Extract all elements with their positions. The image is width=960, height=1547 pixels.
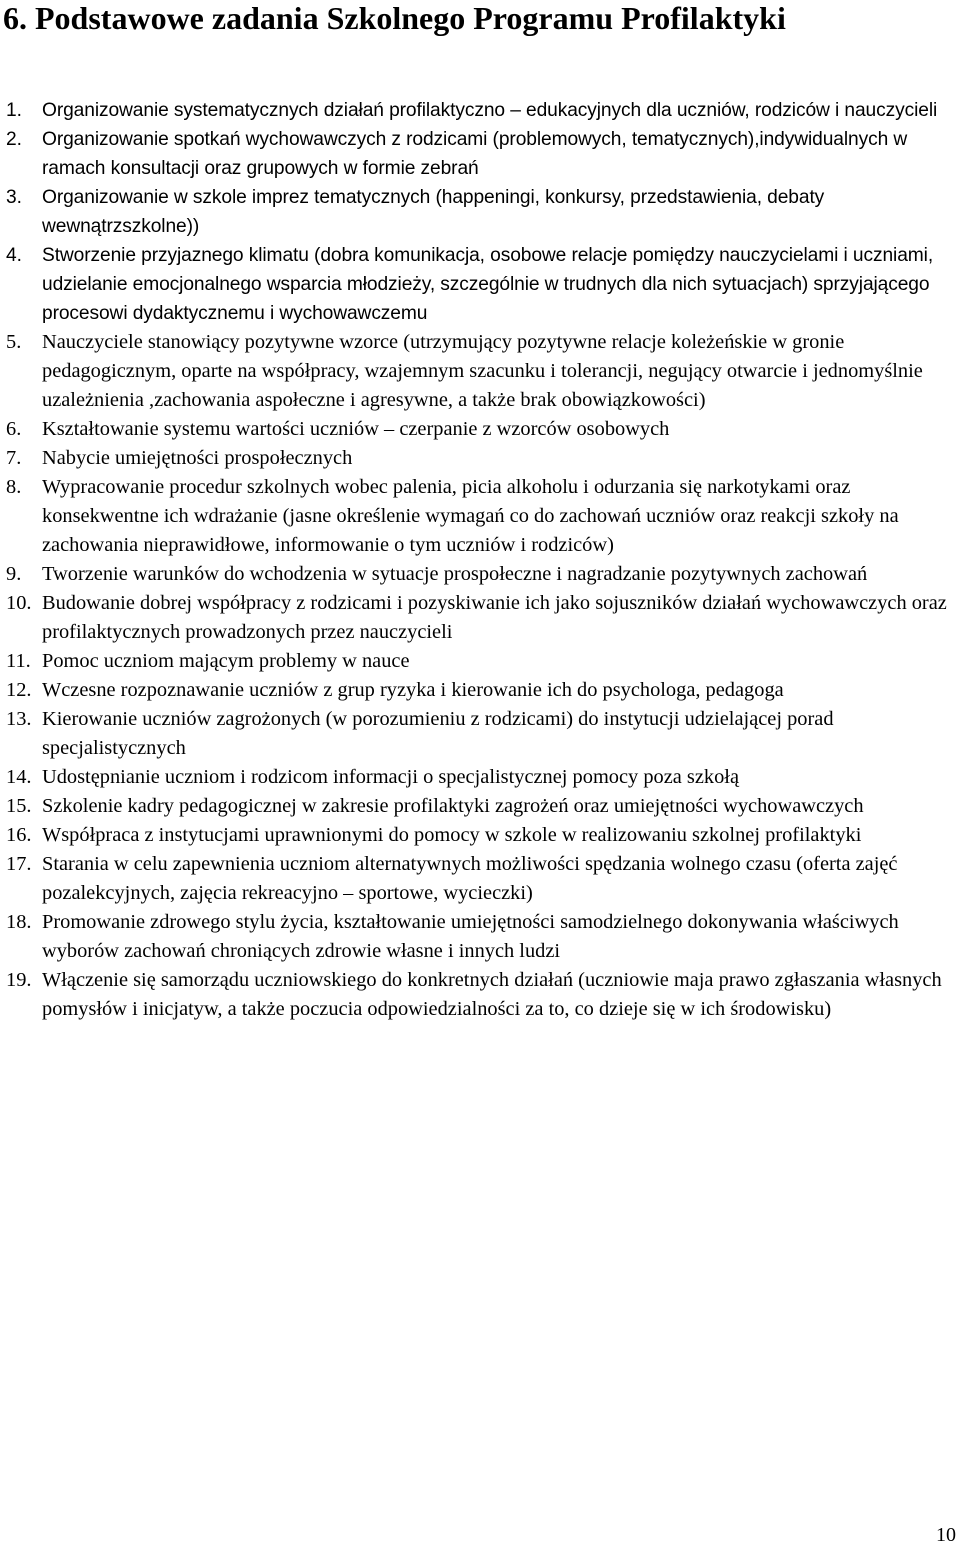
item-number: 8. [6, 476, 22, 498]
item-text: Nauczyciele stanowiący pozytywne wzorce (utrzymujący pozytywne relacje koleżeńskie w gronie pedagogicznym, oparte na współpracy, wzajemnym szacunku i tolerancji, negujący otwarcie i jednomyślnie uzależnienia ,zachowania aspołeczne i agresywne, a także brak obowiązkowości) [42, 331, 923, 411]
list-item [0, 589, 958, 647]
list-item [0, 763, 958, 792]
item-number: 1. [6, 100, 22, 121]
list-item [0, 908, 958, 966]
item-text: Współpraca z instytucjami uprawnionymi do pomocy w szkole w realizowaniu szkolnej profilaktyki [42, 824, 862, 846]
section-heading: 6. Podstawowe zadania Szkolnego Programu Profilaktyki [3, 0, 786, 36]
item-text: Starania w celu zapewnienia uczniom alternatywnych możliwości spędzania wolnego czasu (oferta zajęć pozalekcyjnych, zajęcia rekreacyjno – sportowe, wycieczki) [42, 853, 898, 904]
item-text: Wypracowanie procedur szkolnych wobec palenia, picia alkoholu i odurzania się narkotykami oraz konsekwentne ich wdrażanie (jasne określenie wymagań co do zachowań uczniów oraz reakcji szkoły na zachowania nieprawidłowe, informowanie o tym uczniów i rodziców) [42, 476, 899, 556]
list-item [0, 444, 958, 473]
list-item [0, 676, 958, 705]
item-number: 17. [6, 853, 32, 875]
item-number: 19. [6, 969, 32, 991]
item-number: 2. [6, 129, 22, 150]
item-text: Organizowanie w szkole imprez tematycznych (happeningi, konkursy, przedstawienia, debaty wewnątrzszkolne)) [42, 187, 825, 237]
task-list [0, 96, 958, 1024]
page-number: 10 [936, 1524, 956, 1546]
item-text: Budowanie dobrej współpracy z rodzicami i pozyskiwanie ich jako sojuszników działań wychowawczych oraz profilaktycznych prowadzonych przez nauczycieli [42, 592, 947, 643]
item-number: 10. [6, 592, 32, 614]
item-number: 15. [6, 795, 32, 817]
item-text: Pomoc uczniom mającym problemy w nauce [42, 650, 410, 672]
list-item [0, 966, 958, 1024]
item-number: 16. [6, 824, 32, 846]
item-number: 11. [6, 650, 31, 672]
list-item [0, 705, 958, 763]
item-text: Udostępnianie uczniom i rodzicom informacji o specjalistycznej pomocy poza szkołą [42, 766, 740, 788]
item-text: Kierowanie uczniów zagrożonych (w porozumieniu z rodzicami) do instytucji udzielającej porad specjalistycznych [42, 708, 834, 759]
item-text: Tworzenie warunków do wchodzenia w sytuacje prospołeczne i nagradzanie pozytywnych zachowań [42, 563, 868, 585]
list-item [0, 850, 958, 908]
item-text: Nabycie umiejętności prospołecznych [42, 447, 353, 469]
item-number: 7. [6, 447, 22, 469]
item-number: 5. [6, 331, 22, 353]
item-text: Organizowanie systematycznych działań profilaktyczno – edukacyjnych dla uczniów, rodziców i nauczycieli [42, 100, 938, 121]
item-number: 13. [6, 708, 32, 730]
list-item [0, 821, 958, 850]
list-item [0, 415, 958, 444]
list-item [0, 647, 958, 676]
item-number: 14. [6, 766, 32, 788]
list-item [0, 125, 958, 183]
item-text: Organizowanie spotkań wychowawczych z rodzicami (problemowych, tematycznych),indywidualnych w ramach konsultacji oraz grupowych w formie zebrań [42, 129, 908, 179]
item-number: 4. [6, 245, 22, 266]
item-text: Stworzenie przyjaznego klimatu (dobra komunikacja, osobowe relacje pomiędzy nauczycielami i uczniami, udzielanie emocjonalnego wsparcia młodzieży, szczególnie w trudnych dla nich sytuacjach) sprzyjającego procesowi dydaktycznemu i wychowawczemu [42, 245, 934, 324]
item-number: 9. [6, 563, 22, 585]
list-item [0, 183, 958, 241]
list-item [0, 96, 958, 125]
list-item [0, 241, 958, 328]
list-item [0, 328, 958, 415]
item-text: Wczesne rozpoznawanie uczniów z grup ryzyka i kierowanie ich do psychologa, pedagoga [42, 679, 784, 701]
list-item [0, 560, 958, 589]
list-item [0, 473, 958, 560]
list-item [0, 792, 958, 821]
item-text: Szkolenie kadry pedagogicznej w zakresie profilaktyki zagrożeń oraz umiejętności wychowawczych [42, 795, 864, 817]
item-number: 18. [6, 911, 32, 933]
item-number: 12. [6, 679, 32, 701]
item-number: 3. [6, 187, 22, 208]
item-text: Kształtowanie systemu wartości uczniów – czerpanie z wzorców osobowych [42, 418, 670, 440]
item-text: Włączenie się samorządu uczniowskiego do konkretnych działań (uczniowie maja prawo zgłaszania własnych pomysłów i inicjatyw, a także poczucia odpowiedzialności za to, co dzieje się w ich środowisku) [42, 969, 942, 1020]
item-number: 6. [6, 418, 22, 440]
item-text: Promowanie zdrowego stylu życia, kształtowanie umiejętności samodzielnego dokonywania właściwych wyborów zachowań chroniących zdrowie własne i innych ludzi [42, 911, 899, 962]
